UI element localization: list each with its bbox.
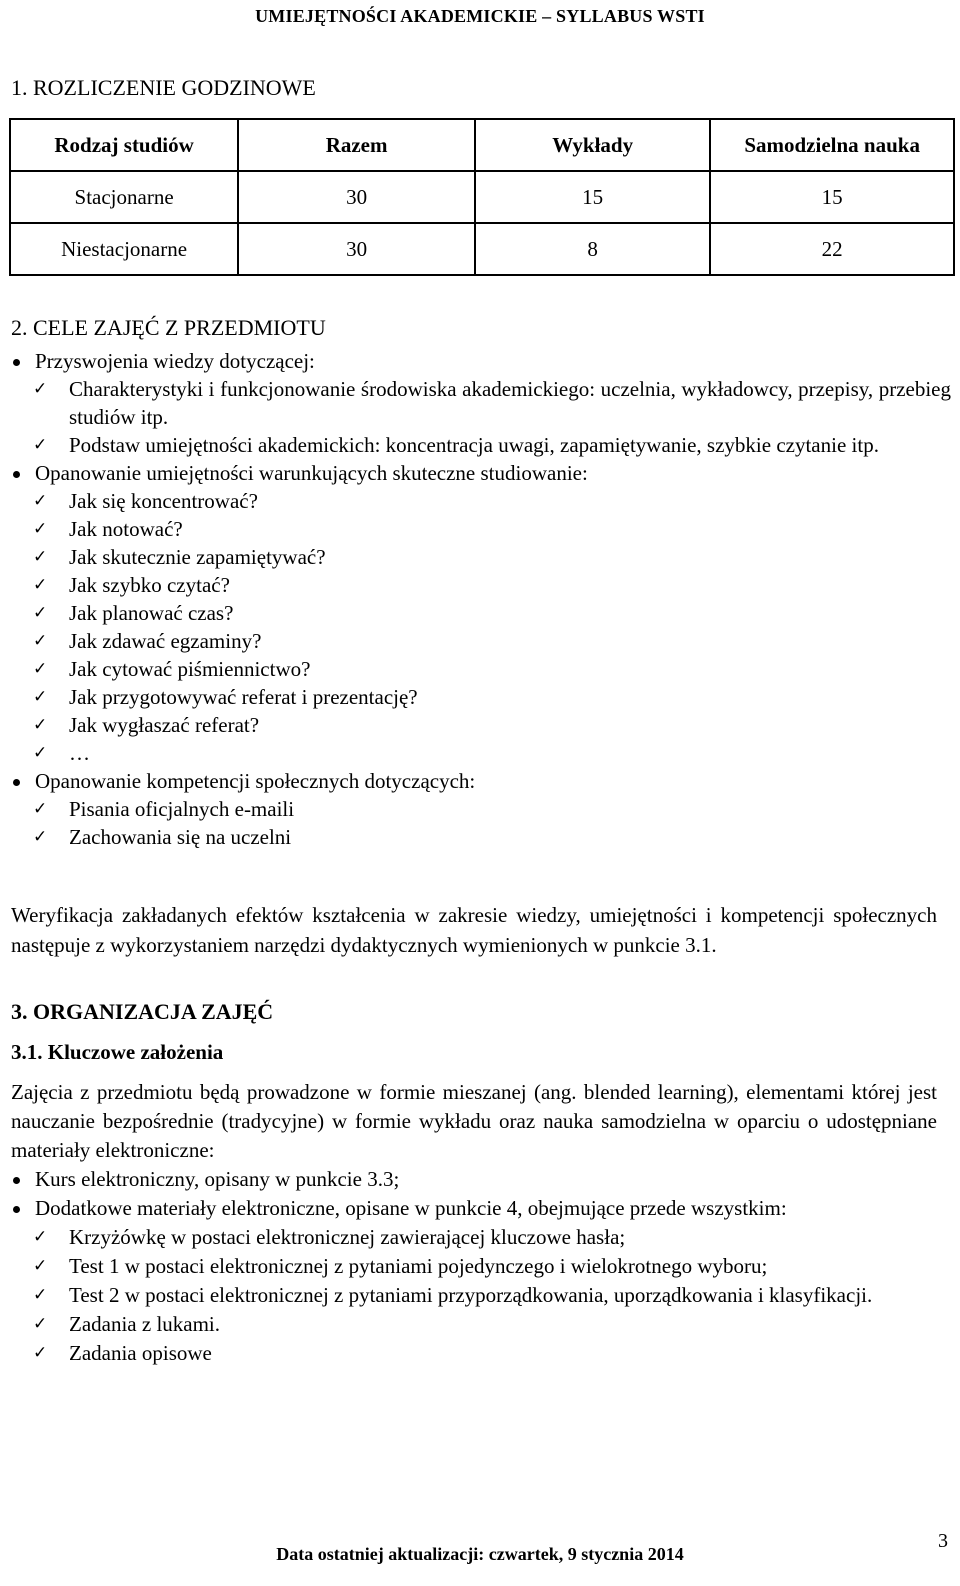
table-cell: Stacjonarne [10,171,238,223]
list-item-text: Jak cytować piśmiennictwo? [69,657,311,681]
list-item-text: Jak planować czas? [69,601,234,625]
goals-list [11,347,951,851]
table-cell: 15 [710,171,954,223]
table-cell: 22 [710,223,954,275]
checkmark-icon: ✓ [33,1227,48,1247]
section-1-title: 1. ROZLICZENIE GODZINOWE [11,75,316,100]
table-cell: Niestacjonarne [10,223,238,275]
list-item [11,543,951,571]
table-cell: 30 [238,171,475,223]
list-item [11,795,951,823]
intro-paragraph: Zajęcia z przedmiotu będą prowadzone w formie mieszanej (ang. blended learning), elementami której jest nauczanie bezpośrednie (tradycyjne) w formie wykładu oraz nauka samodzielna w oparciu o udostępniane materiały elektroniczne: [11,1080,937,1162]
list-item-text: Pisania oficjalnych e-maili [69,797,295,821]
list-item-text: Dodatkowe materiały elektroniczne, opisane w punkcie 4, obejmujące przede wszystkim: [35,1196,787,1220]
list-item-text: Test 2 w postaci elektronicznej z pytaniami przyporządkowania, uporządkowania i klasyfikacji. [69,1283,873,1307]
list-item-text: Jak notować? [69,517,183,541]
bullet-icon [13,359,20,366]
bullet-icon [13,1206,20,1213]
table-header-row [10,119,954,171]
checkmark-icon: ✓ [33,659,48,679]
table-row [10,171,954,223]
checkmark-icon: ✓ [33,491,48,511]
goal-group [11,347,951,459]
section-3-1-body [11,1078,937,1368]
list-item-text: Jak się koncentrować? [69,489,258,513]
list-item-text: Podstaw umiejętności akademickich: koncentracja uwagi, zapamiętywanie, szybkie czytanie itp. [69,433,879,457]
document-header: UMIEJĘTNOŚCI AKADEMICKIE – SYLLABUS WSTI [255,6,705,26]
checkmark-icon: ✓ [33,379,48,399]
list-item [11,655,951,683]
checkmark-icon: ✓ [33,519,48,539]
checkmark-icon: ✓ [33,743,48,763]
list-item [11,487,951,515]
verification-paragraph: Weryfikacja zakładanych efektów kształcenia w zakresie wiedzy, umiejętności i kompetencji społecznych następuje z wykorzystaniem narzędzi dydaktycznych wymienionych w punkcie 3.1. [11,903,937,957]
section-3-1-title: 3.1. Kluczowe założenia [11,1040,224,1064]
checkmark-icon: ✓ [33,603,48,623]
list-item-text: Test 1 w postaci elektronicznej z pytaniami pojedynczego i wielokrotnego wyboru; [69,1254,768,1278]
list-item-text: Charakterystyki i funkcjonowanie środowiska akademickiego: uczelnia, wykładowcy, przepisy, przebieg studiów itp. [69,377,951,429]
goal-group-label: Opanowanie umiejętności warunkujących skuteczne studiowanie: [35,461,588,485]
list-item [11,515,951,543]
checkmark-icon: ✓ [33,1256,48,1276]
list-item-text: Zachowania się na uczelni [69,825,292,849]
list-item [11,711,951,739]
list-item [11,1165,937,1194]
page-number: 3 [938,1530,948,1552]
checkmark-icon: ✓ [33,1285,48,1305]
checkmark-icon: ✓ [33,799,48,819]
checkmark-icon: ✓ [33,827,48,847]
goal-group [11,459,951,767]
list-item-text: Zadania opisowe [69,1341,212,1365]
checkmark-icon: ✓ [33,631,48,651]
list-item-text: Jak zdawać egzaminy? [69,629,262,653]
list-item [11,599,951,627]
bullet-icon [13,1177,20,1184]
list-item [11,375,951,431]
bullet-icon [13,779,20,786]
table-row [10,223,954,275]
checkmark-icon: ✓ [33,687,48,707]
list-item-text: Zadania z lukami. [69,1312,221,1336]
list-item [11,1252,937,1281]
section-3-title: 3. ORGANIZACJA ZAJĘĆ [11,999,274,1024]
list-item [11,683,951,711]
table-header-cell: Wykłady [475,119,710,171]
goal-items [35,487,951,767]
list-item [11,1339,937,1368]
list-item-text: Jak skutecznie zapamiętywać? [69,545,326,569]
list-item [11,823,951,851]
list-item [11,431,951,459]
checkmark-icon: ✓ [33,1314,48,1334]
table-header-cell: Razem [238,119,475,171]
goal-items [35,375,951,459]
list-item-text: Krzyżówkę w postaci elektronicznej zawierającej kluczowe hasła; [69,1225,626,1249]
goal-group-label: Opanowanie kompetencji społecznych dotyczących: [35,769,476,793]
checkmark-icon: ✓ [33,575,48,595]
list-item-text: Jak przygotowywać referat i prezentację? [69,685,418,709]
checkmark-icon: ✓ [33,547,48,567]
list-item [11,1194,937,1368]
section-2 [11,313,951,851]
goal-group [11,767,951,851]
checkmark-icon: ✓ [33,1343,48,1363]
last-updated-footer: Data ostatniej aktualizacji: czwartek, 9 stycznia 2014 [276,1544,684,1564]
table-header-cell: Rodzaj studiów [10,119,238,171]
list-item-text: Jak wygłaszać referat? [69,713,260,737]
section-2-title: 2. CELE ZAJĘĆ Z PRZEDMIOTU [11,315,326,340]
material-items [35,1223,937,1368]
checkmark-icon: ✓ [33,715,48,735]
list-item-text: Jak szybko czytać? [69,573,230,597]
list-item [11,571,951,599]
bullet-icon [13,471,20,478]
list-item-text: … [69,741,90,765]
table-cell: 8 [475,223,710,275]
table-header-cell: Samodzielna nauka [710,119,954,171]
list-item [11,1223,937,1252]
table-cell: 30 [238,223,475,275]
list-item [11,739,951,767]
materials-list [11,1165,937,1368]
table-cell: 15 [475,171,710,223]
list-item [11,1310,937,1339]
list-item-text: Kurs elektroniczny, opisany w punkcie 3.3; [35,1167,400,1191]
goal-group-label: Przyswojenia wiedzy dotyczącej: [35,349,315,373]
checkmark-icon: ✓ [33,435,48,455]
goal-items [35,795,951,851]
list-item [11,1281,937,1310]
list-item [11,627,951,655]
hours-table [9,118,955,276]
